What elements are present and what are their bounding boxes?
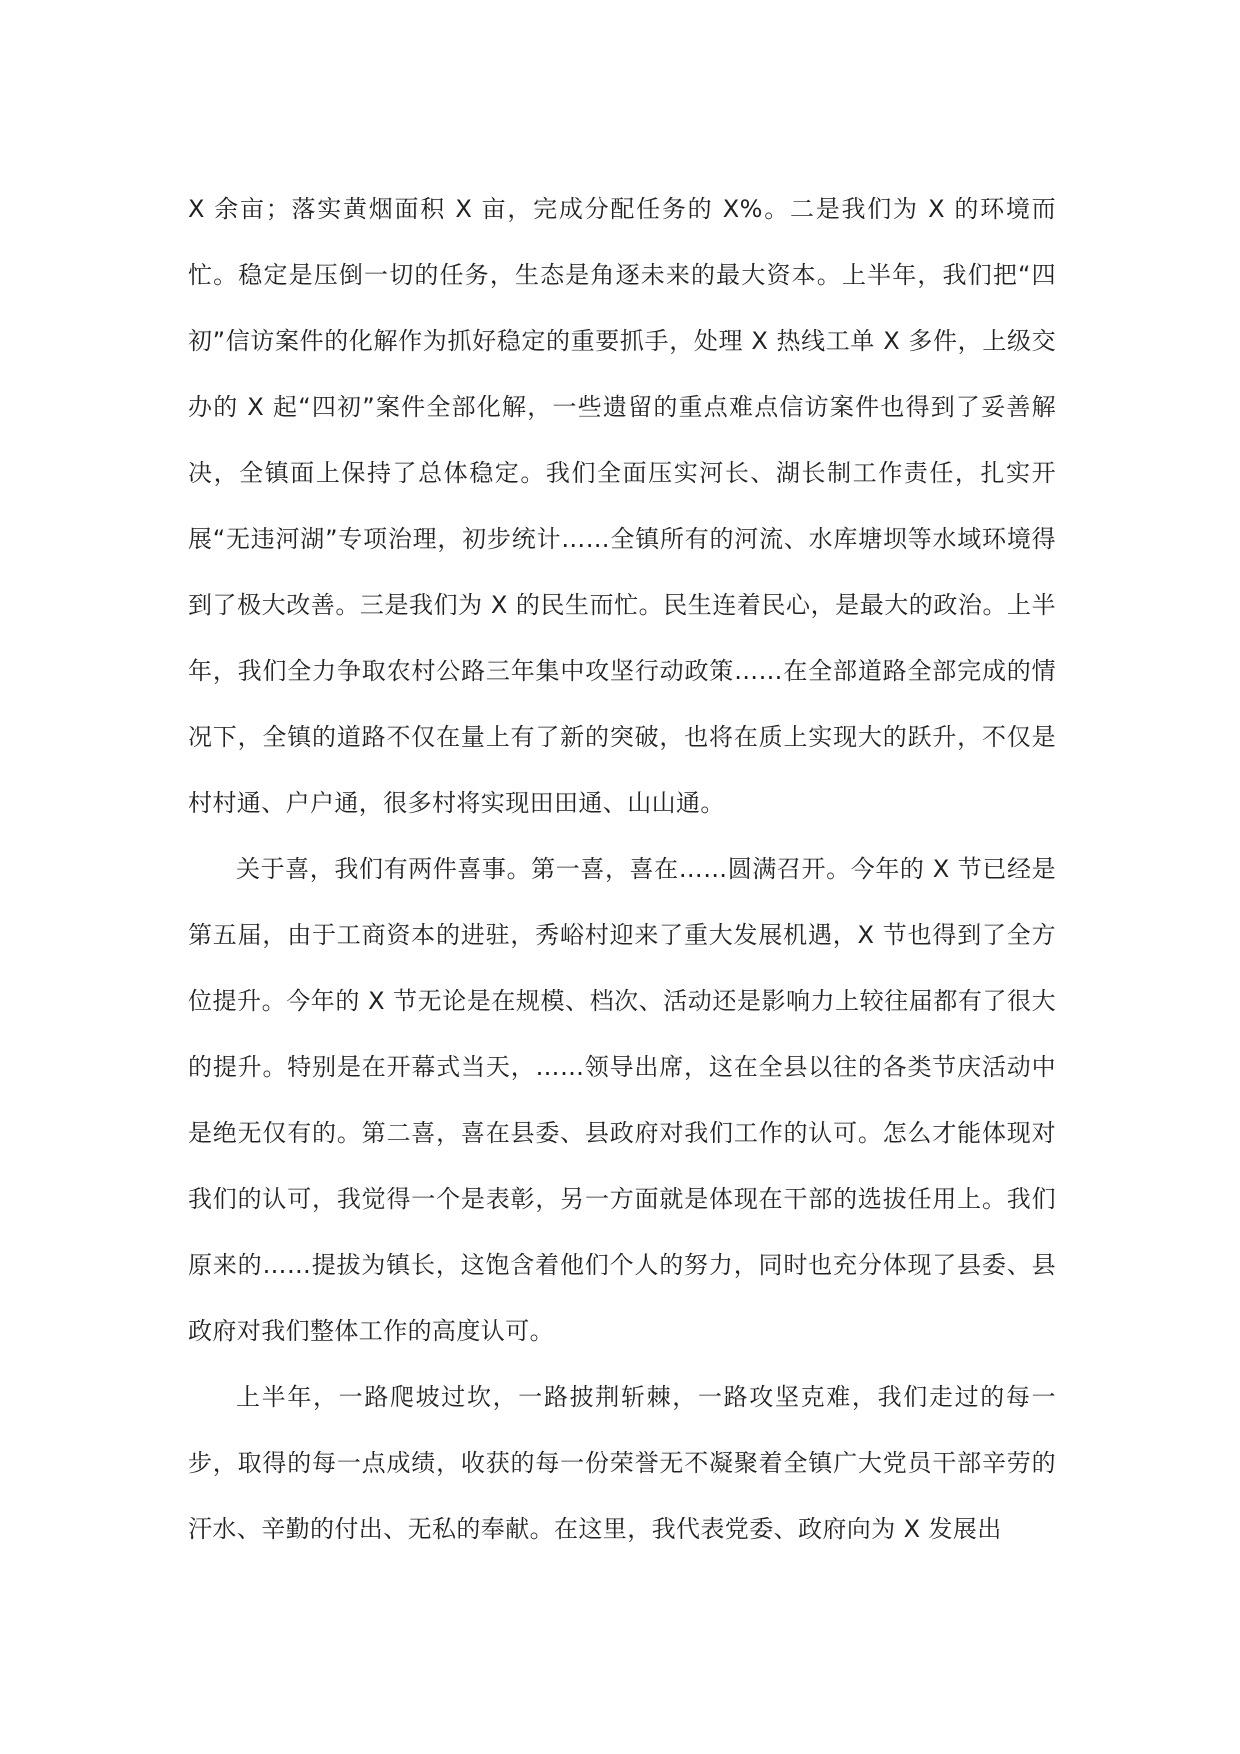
paragraph-half-year-thanks: 上半年，一路爬坡过坎，一路披荆斩棘，一路攻坚克难，我们走过的每一步，取得的每一点成绩，收获的每一份荣誉无不凝聚着全镇广大党员干部辛劳的汗水、辛勤的付出、无私的奉献。在这里，我代表党委、政府向为 X 发展出 [188, 1383, 1056, 1543]
paragraph-environment-livelihood: X 余亩；落实黄烟面积 X 亩，完成分配任务的 X%。二是我们为 X 的环境而忙。稳定是压倒一切的任务，生态是角逐未来的最大资本。上半年，我们把“四初”信访案件的化解作为抓好稳定的重要抓手，处理 X 热线工单 X 多件，上级交办的 X 起“四初”案件全部化解，一些遗留的重点难点信访案件也得到了妥善解决，全镇面上保持了总体稳定。我们全面压实河长、湖长制工作责任，扎实开展“无违河湖”专项治理，初步统计……全镇所有的河流、水库塘坝等水域环境得到了极大改善。三是我们为 X 的民生而忙。民生连着民心，是最大的政治。上半年，我们全力争取农村公路三年集中攻坚行动政策……在全部道路全部完成的情况下，全镇的道路不仅在量上有了新的突破，也将在质上实现大的跃升，不仅是村村通、户户通，很多村将实现田田通、山山通。 [188, 195, 1056, 817]
paragraph-two-happy-events: 关于喜，我们有两件喜事。第一喜，喜在……圆满召开。今年的 X 节已经是第五届，由于工商资本的进驻，秀峪村迎来了重大发展机遇，X 节也得到了全方位提升。今年的 X 节无论是在规模、档次、活动还是影响力上较往届都有了很大的提升。特别是在开幕式当天，……领导出席，这在全县以往的各类节庆活动中是绝无仅有的。第二喜，喜在县委、县政府对我们工作的认可。怎么才能体现对我们的认可，我觉得一个是表彰，另一方面就是体现在干部的选拔任用上。我们原来的……提拔为镇长，这饱含着他们个人的努力，同时也充分体现了县委、县政府对我们整体工作的高度认可。 [188, 855, 1056, 1345]
document-body [188, 176, 1056, 1562]
